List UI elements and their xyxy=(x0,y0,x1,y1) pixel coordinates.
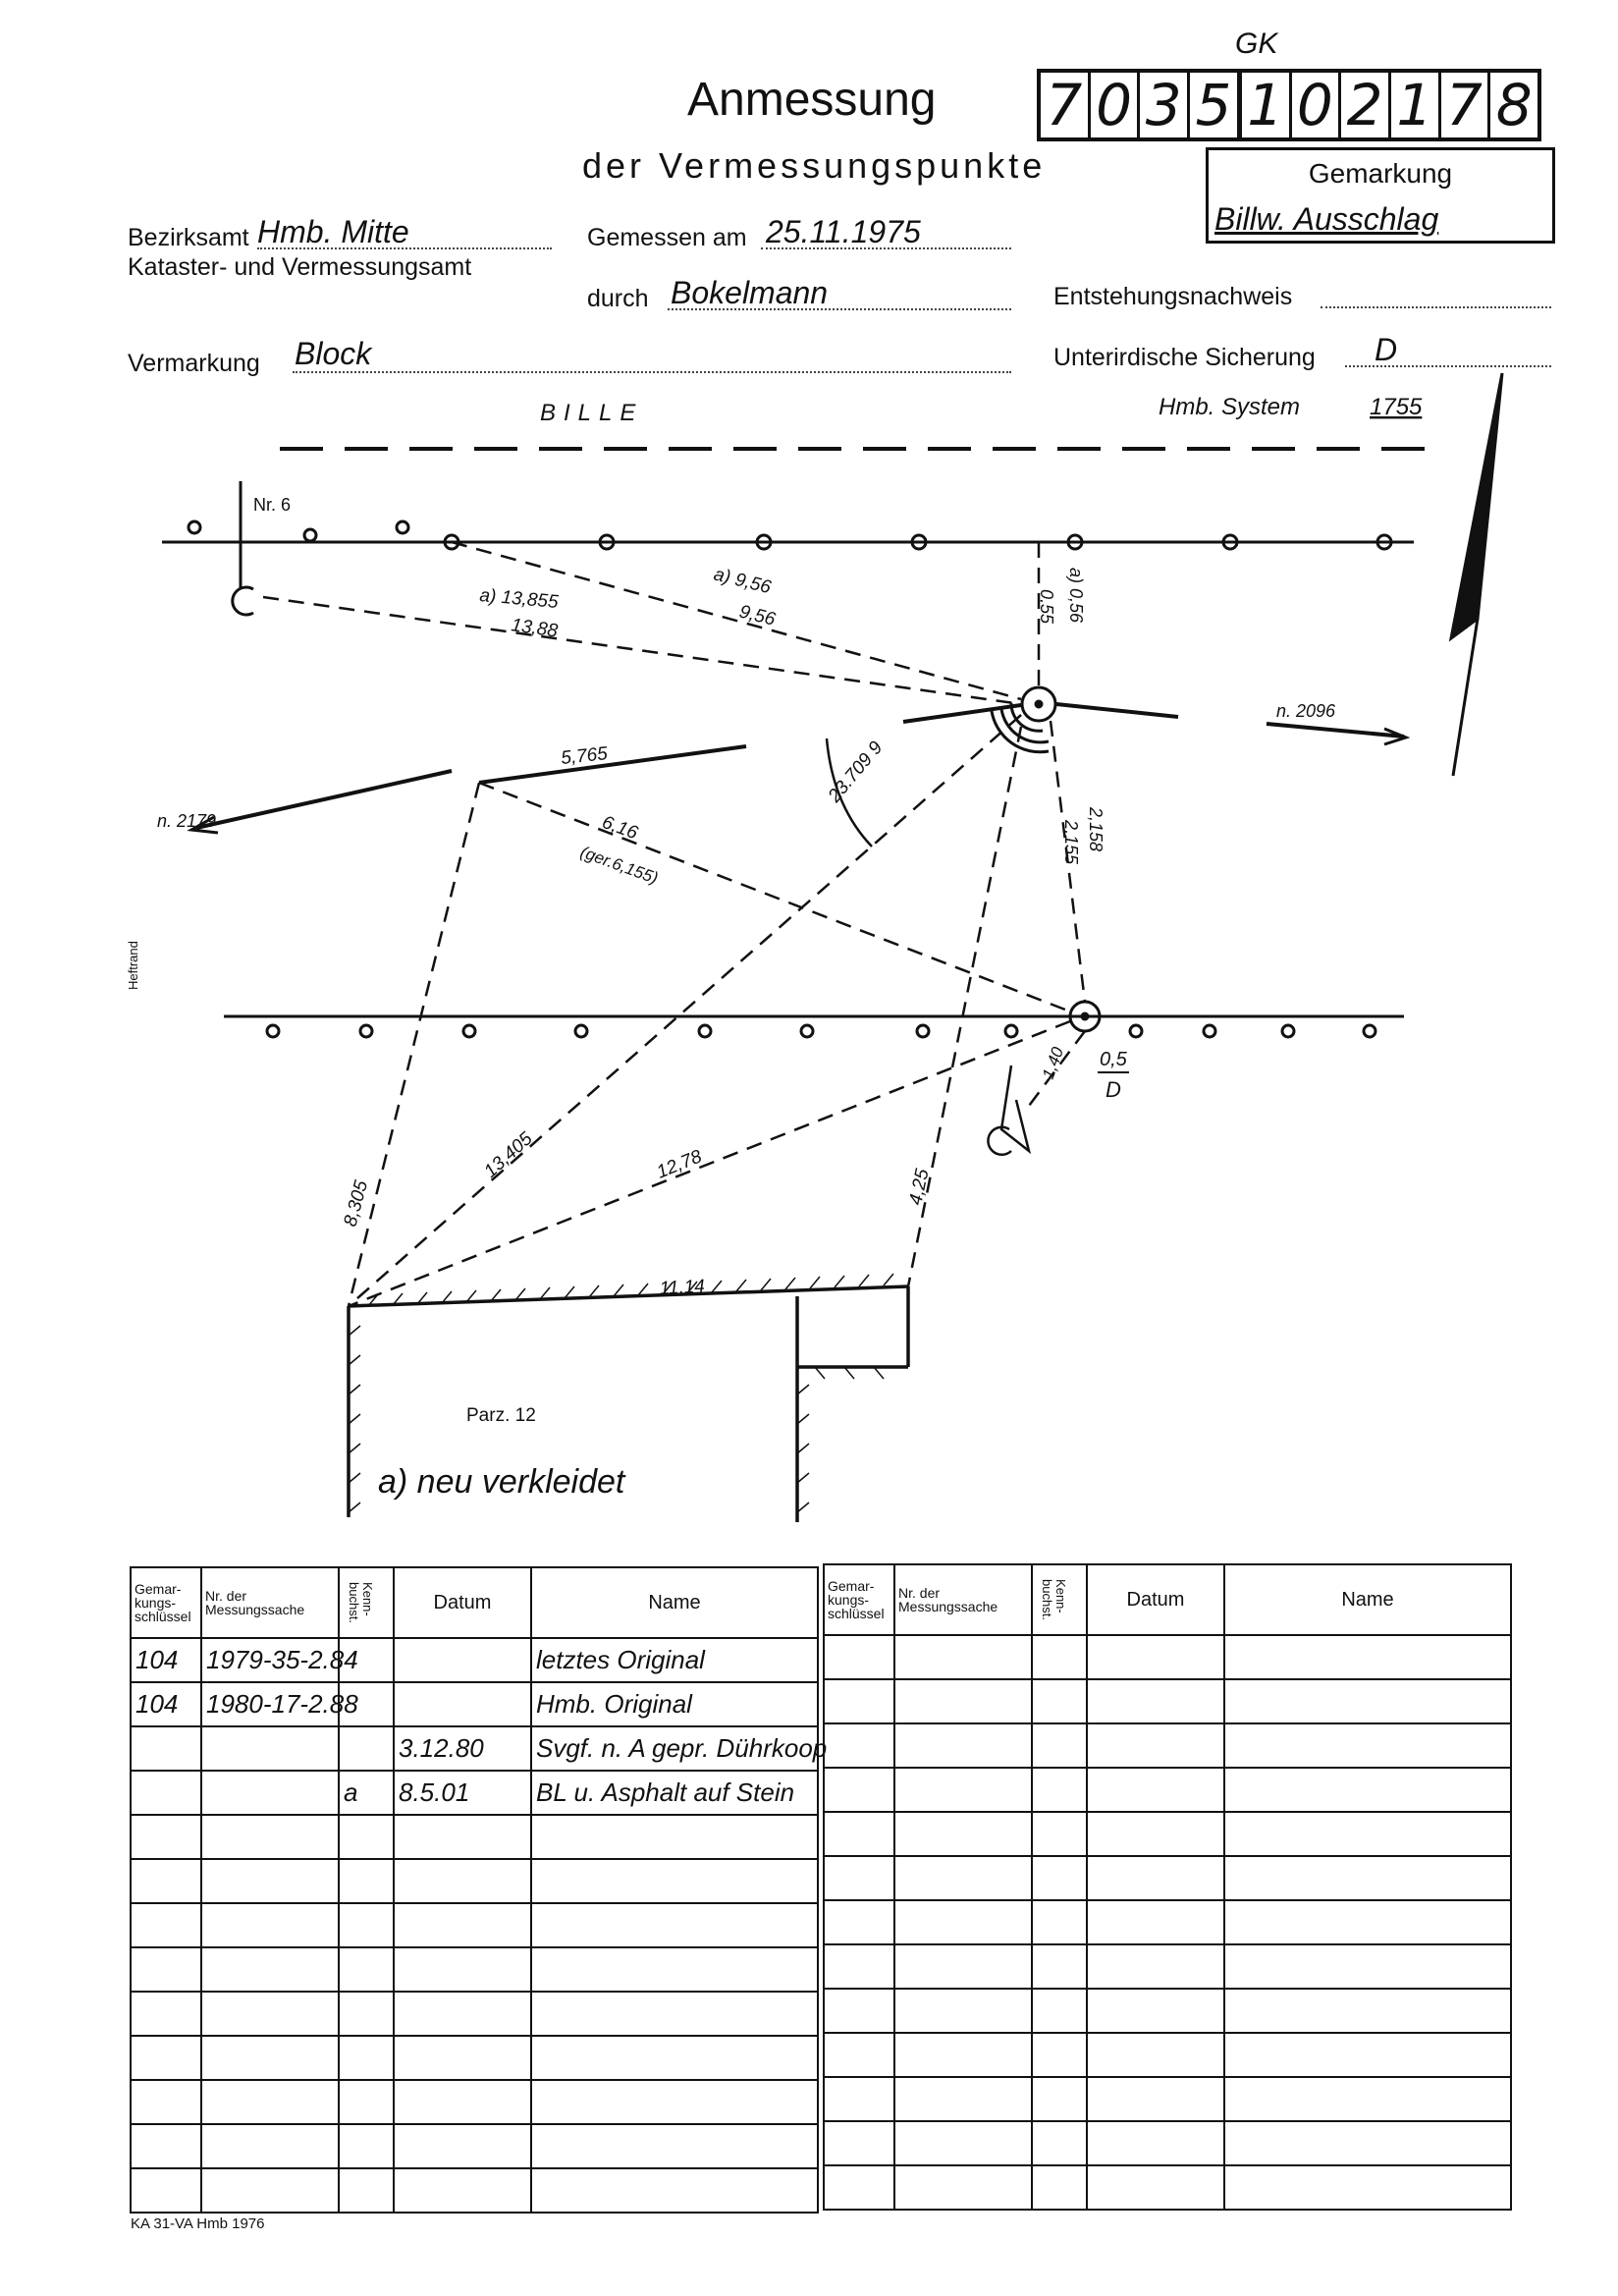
number-digit: 5 xyxy=(1190,73,1242,137)
table-cell xyxy=(131,1992,201,2036)
table-cell xyxy=(339,2168,394,2213)
number-digit: 3 xyxy=(1140,73,1190,137)
durch-label: durch xyxy=(587,285,649,312)
table-cell xyxy=(1032,1679,1087,1723)
table-cell xyxy=(894,1856,1032,1900)
table-cell xyxy=(201,1726,339,1771)
table-row xyxy=(824,2165,1511,2210)
table-cell: 104 xyxy=(131,1638,201,1682)
table-cell xyxy=(894,1723,1032,1768)
table-cell xyxy=(131,1903,201,1947)
table-cell xyxy=(131,1771,201,1815)
table-cell xyxy=(1224,1723,1511,1768)
table-row xyxy=(824,1944,1511,1989)
table-cell: Svgf. n. A gepr. Dührkoop xyxy=(531,1726,818,1771)
table-cell xyxy=(1224,2077,1511,2121)
table-cell xyxy=(894,2121,1032,2165)
measure-label: a) 0,56 xyxy=(1066,568,1086,624)
table-cell xyxy=(531,2080,818,2124)
col-messungssache: Nr. der Messungssache xyxy=(201,1567,339,1638)
table-row xyxy=(131,1815,818,1859)
hook-mark xyxy=(233,587,253,615)
parcel-label: Parz. 12 xyxy=(466,1405,536,1426)
table-cell xyxy=(824,1812,894,1856)
vermarkung-value: Block xyxy=(295,336,372,371)
col-name: Name xyxy=(531,1567,818,1638)
col-name: Name xyxy=(1224,1564,1511,1635)
table-cell xyxy=(394,2080,531,2124)
table-row xyxy=(824,1679,1511,1723)
table-header-row xyxy=(824,1564,1511,1635)
river-label: BILLE xyxy=(540,400,644,426)
table-cell xyxy=(201,1992,339,2036)
table-cell xyxy=(824,1679,894,1723)
table-cell xyxy=(201,2124,339,2168)
table-row xyxy=(131,1947,818,1992)
table-row xyxy=(824,2033,1511,2077)
table-cell xyxy=(1224,2121,1511,2165)
table-row xyxy=(131,2168,818,2213)
table-cell xyxy=(1032,1635,1087,1679)
table-cell xyxy=(1087,1989,1224,2033)
table-cell xyxy=(531,1947,818,1992)
number-digit: 7 xyxy=(1441,73,1491,137)
measure-label: 1,40 xyxy=(1038,1044,1068,1082)
table-cell xyxy=(131,1726,201,1771)
system-label: Hmb. System xyxy=(1159,394,1301,420)
table-cell xyxy=(1087,1812,1224,1856)
col-messungssache: Nr. der Messungssache xyxy=(894,1564,1032,1635)
table-row xyxy=(824,1768,1511,1812)
table-cell xyxy=(201,2036,339,2080)
table-cell xyxy=(824,1768,894,1812)
col-kennbuchstabe: Kenn- buchst. xyxy=(1032,1564,1087,1635)
table-cell xyxy=(894,1768,1032,1812)
table-cell xyxy=(824,1723,894,1768)
measure-label: 8,305 xyxy=(340,1177,373,1230)
table-cell xyxy=(824,1635,894,1679)
table-cell: 3.12.80 xyxy=(394,1726,531,1771)
table-cell xyxy=(131,2168,201,2213)
form-footer: KA 31-VA Hmb 1976 xyxy=(131,2215,265,2232)
table-cell xyxy=(394,1859,531,1903)
gemarkung-label: Gemarkung xyxy=(1308,158,1453,189)
table-cell: 1980-17-2.88 xyxy=(201,1682,339,1726)
table-cell xyxy=(1032,1944,1087,1989)
col-datum: Datum xyxy=(394,1567,531,1638)
table-row xyxy=(131,1682,818,1726)
number-digit: 1 xyxy=(1242,73,1292,137)
table-cell xyxy=(339,1992,394,2036)
number-digit: 0 xyxy=(1091,73,1141,137)
table-cell xyxy=(824,1989,894,2033)
table-cell xyxy=(1032,2121,1087,2165)
table-header-row xyxy=(131,1567,818,1638)
table-cell xyxy=(1087,1723,1224,1768)
register-table-left xyxy=(130,1566,828,2214)
table-cell xyxy=(824,2121,894,2165)
table-cell: letztes Original xyxy=(531,1638,818,1682)
table-cell xyxy=(531,2168,818,2213)
table-cell xyxy=(894,2165,1032,2210)
table-row xyxy=(824,1900,1511,1944)
table-cell xyxy=(394,2036,531,2080)
table-cell xyxy=(1224,1812,1511,1856)
table-cell xyxy=(201,1815,339,1859)
table-row xyxy=(131,2124,818,2168)
number-digit: 8 xyxy=(1495,72,1533,138)
col-kennbuchstabe: Kenn- buchst. xyxy=(339,1567,394,1638)
measure-label: 2,158 xyxy=(1086,807,1106,852)
register-table-right xyxy=(823,1563,1512,2211)
table-cell xyxy=(531,2124,818,2168)
bezirksamt-value: Hmb. Mitte xyxy=(257,214,409,249)
gemarkung-value: Billw. Ausschlag xyxy=(1214,201,1439,237)
measure-label: 12,78 xyxy=(654,1146,705,1183)
table-cell xyxy=(824,1944,894,1989)
table-cell xyxy=(824,2033,894,2077)
measure-label: (ger.6,155) xyxy=(577,842,661,888)
table-row xyxy=(824,1989,1511,2033)
table-cell xyxy=(531,1992,818,2036)
table-cell xyxy=(1087,1635,1224,1679)
table-row xyxy=(131,1992,818,2036)
table-cell xyxy=(894,2033,1032,2077)
table-cell xyxy=(339,1815,394,1859)
table-cell xyxy=(131,1947,201,1992)
table-cell xyxy=(339,2080,394,2124)
table-cell xyxy=(894,1900,1032,1944)
table-cell xyxy=(1032,1812,1087,1856)
table-cell xyxy=(894,1944,1032,1989)
table-cell xyxy=(1032,1989,1087,2033)
table-cell: 1979-35-2.84 xyxy=(201,1638,339,1682)
measure-label: 13,405 xyxy=(480,1128,537,1182)
table-cell xyxy=(131,2036,201,2080)
table-cell xyxy=(201,1947,339,1992)
table-row xyxy=(131,1771,818,1815)
table-cell xyxy=(201,2168,339,2213)
measure-label: 13,88 xyxy=(510,615,560,642)
bezirksamt-label: Bezirksamt xyxy=(128,224,249,251)
table-cell xyxy=(1224,1768,1511,1812)
table-cell xyxy=(824,1856,894,1900)
system-number: 1755 xyxy=(1370,394,1423,420)
table-cell xyxy=(131,2124,201,2168)
table-cell xyxy=(824,1900,894,1944)
table-cell xyxy=(531,1859,818,1903)
gemessen-label: Gemessen am xyxy=(587,224,747,251)
table-row xyxy=(131,2036,818,2080)
nr6-label: Nr. 6 xyxy=(253,495,292,515)
table-cell xyxy=(1087,2033,1224,2077)
measure-label: 0,55 xyxy=(1037,589,1056,625)
vermarkung-label: Vermarkung xyxy=(128,350,260,377)
measure-label: a) 9,56 xyxy=(711,564,774,599)
table-row xyxy=(131,1638,818,1682)
gk-mark: GK xyxy=(1235,27,1278,60)
table-cell xyxy=(1224,2165,1511,2210)
table-cell xyxy=(394,2124,531,2168)
table-row xyxy=(824,1723,1511,1768)
table-cell: 104 xyxy=(131,1682,201,1726)
table-cell: Hmb. Original xyxy=(531,1682,818,1726)
table-cell xyxy=(531,1903,818,1947)
number-digit: 2 xyxy=(1341,73,1391,137)
table-row xyxy=(824,1856,1511,1900)
table-cell xyxy=(131,1815,201,1859)
table-row xyxy=(131,2080,818,2124)
table-row xyxy=(824,1812,1511,1856)
table-cell xyxy=(394,1903,531,1947)
table-cell: 8.5.01 xyxy=(394,1771,531,1815)
measure-label: 9,56 xyxy=(736,601,778,630)
amt-label: Kataster- und Vermessungsamt xyxy=(128,253,472,281)
table-cell xyxy=(394,1992,531,2036)
table-cell xyxy=(1087,1856,1224,1900)
note-label: a) neu verkleidet xyxy=(378,1463,625,1501)
fraction-bottom: D xyxy=(1106,1077,1121,1102)
number-digit: 1 xyxy=(1391,73,1441,137)
table-cell: BL u. Asphalt auf Stein xyxy=(531,1771,818,1815)
measure-label: 2,155 xyxy=(1061,820,1081,865)
sicherung-value: D xyxy=(1375,332,1398,367)
table-row xyxy=(131,1903,818,1947)
table-cell xyxy=(531,2036,818,2080)
table-cell xyxy=(1224,1635,1511,1679)
document-subtitle: der Vermessungspunkte xyxy=(582,145,1047,186)
table-row xyxy=(824,1635,1511,1679)
table-cell xyxy=(894,1679,1032,1723)
entstehung-label: Entstehungsnachweis xyxy=(1053,283,1293,310)
table-cell xyxy=(824,2077,894,2121)
number-digit: 0 xyxy=(1292,73,1342,137)
measure-label: a) 13,855 xyxy=(478,585,560,613)
table-cell xyxy=(201,1903,339,1947)
table-cell xyxy=(339,1859,394,1903)
table-cell xyxy=(1032,2165,1087,2210)
measure-label: 11,14 xyxy=(659,1276,706,1299)
table-cell xyxy=(894,1812,1032,1856)
measure-label: 5,765 xyxy=(560,743,609,769)
direction-left: n. 2179 xyxy=(157,811,217,831)
table-cell xyxy=(1087,1768,1224,1812)
table-cell xyxy=(339,1947,394,1992)
table-cell xyxy=(339,2124,394,2168)
table-cell xyxy=(1224,1856,1511,1900)
table-row xyxy=(824,2121,1511,2165)
table-cell xyxy=(131,2080,201,2124)
table-cell xyxy=(1087,2165,1224,2210)
table-cell xyxy=(394,1947,531,1992)
table-cell xyxy=(339,1903,394,1947)
table-cell xyxy=(1224,1900,1511,1944)
table-cell xyxy=(1032,1856,1087,1900)
table-cell xyxy=(201,2080,339,2124)
direction-right: n. 2096 xyxy=(1276,701,1336,721)
table-cell xyxy=(339,2036,394,2080)
table-cell xyxy=(1087,1944,1224,1989)
table-cell xyxy=(894,2077,1032,2121)
table-cell xyxy=(394,1682,531,1726)
table-row xyxy=(131,1859,818,1903)
col-gemarkungsschluessel: Gemar- kungs- schlüssel xyxy=(824,1564,894,1635)
table-cell xyxy=(1224,2033,1511,2077)
table-cell xyxy=(1224,1944,1511,1989)
col-gemarkungsschluessel: Gemar- kungs- schlüssel xyxy=(131,1567,201,1638)
table-cell xyxy=(894,1989,1032,2033)
table-cell: a xyxy=(339,1771,394,1815)
angle-label: 23.709 9 xyxy=(824,738,888,807)
heftrand-label: Heftrand xyxy=(126,941,140,990)
durch-value: Bokelmann xyxy=(671,275,829,310)
table-cell xyxy=(1032,2077,1087,2121)
sicherung-label: Unterirdische Sicherung xyxy=(1053,344,1316,371)
table-cell xyxy=(824,2165,894,2210)
table-cell xyxy=(394,1815,531,1859)
table-cell xyxy=(1087,2121,1224,2165)
table-cell xyxy=(201,1859,339,1903)
table-cell xyxy=(394,1638,531,1682)
measure-label: 4,25 xyxy=(905,1167,934,1208)
table-cell xyxy=(201,1771,339,1815)
table-cell xyxy=(1087,1900,1224,1944)
table-row xyxy=(131,1726,818,1771)
table-cell xyxy=(1032,1723,1087,1768)
table-cell xyxy=(1087,2077,1224,2121)
fraction-top: 0,5 xyxy=(1100,1049,1127,1070)
table-cell xyxy=(531,1815,818,1859)
table-cell xyxy=(1087,1679,1224,1723)
table-cell xyxy=(1032,1900,1087,1944)
document-title: Anmessung xyxy=(687,74,937,126)
table-cell xyxy=(1032,1768,1087,1812)
table-cell xyxy=(394,2168,531,2213)
table-cell xyxy=(131,1859,201,1903)
table-cell xyxy=(1032,2033,1087,2077)
table-cell xyxy=(894,1635,1032,1679)
measure-label: 6,16 xyxy=(599,811,641,845)
table-cell xyxy=(1224,1679,1511,1723)
gemessen-value: 25.11.1975 xyxy=(766,214,921,249)
col-datum: Datum xyxy=(1087,1564,1224,1635)
table-row xyxy=(824,2077,1511,2121)
table-cell xyxy=(1224,1989,1511,2033)
table-cell xyxy=(339,1726,394,1771)
number-digit: 7 xyxy=(1041,73,1091,137)
